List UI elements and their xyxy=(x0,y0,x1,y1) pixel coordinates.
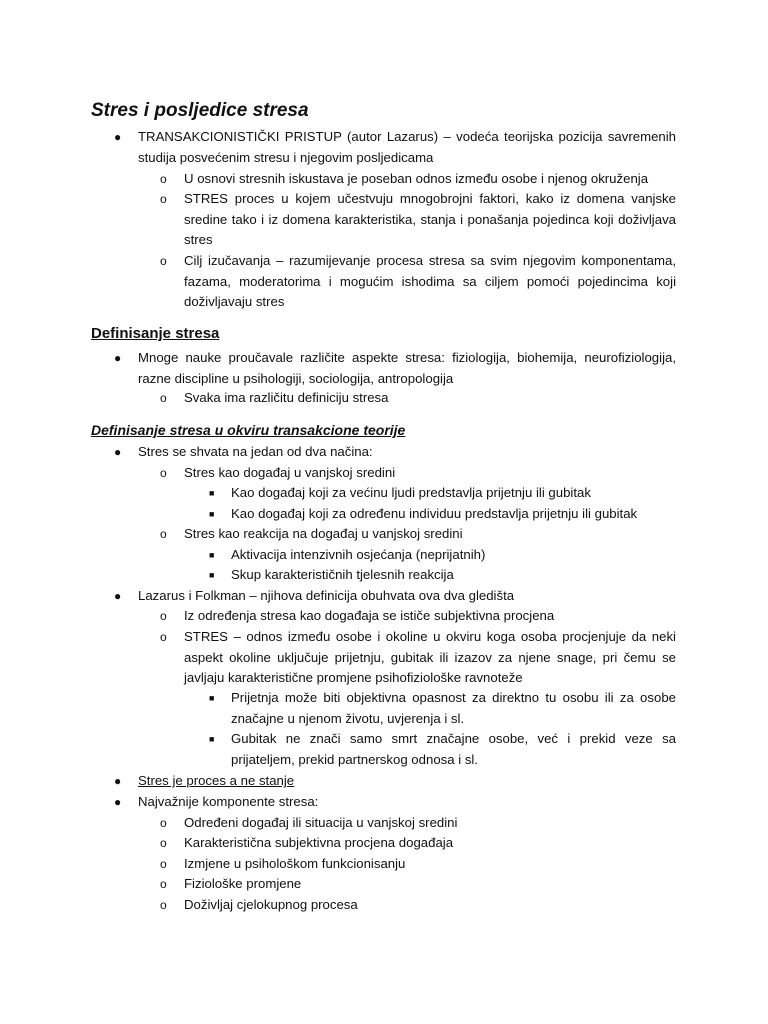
list-item: o Stres kao reakcija na događaj u vanjskoj sredini xyxy=(184,524,676,545)
bullet-circle-icon: o xyxy=(160,609,167,623)
list-item: ● Lazarus i Folkman – njihova definicija obuhvata ova dva gledišta xyxy=(138,586,676,607)
list-item: o Određeni događaj ili situacija u vanjskoj sredini xyxy=(184,813,676,834)
list-item: ● Najvažnije komponente stresa: xyxy=(138,792,676,813)
bullet-circle-icon: o xyxy=(160,898,167,912)
bullet-dot-icon: ● xyxy=(114,445,122,459)
list-item: o U osnovi stresnih iskustava je poseban odnos između osobe i njenog okruženja xyxy=(184,169,676,190)
list-item: ■ Kao događaj koji za određenu individuu predstavlja prijetnju ili gubitak xyxy=(231,504,676,525)
list-item: ■ Kao događaj koji za većinu ljudi predstavlja prijetnju ili gubitak xyxy=(231,483,676,504)
list-item: ■ Gubitak ne znači samo smrt značajne osobe, već i prekid veze sa prijateljem, prekid partnerskog odnosa i sl. xyxy=(209,731,676,767)
bullet-circle-icon: o xyxy=(160,836,167,850)
list-item: o STRES proces u kojem učestvuju mnogobrojni faktori, kako iz domena vanjske sredine tako i iz domena karakteristika, stanja i ponašanja pojedinca koji doživljava stres xyxy=(160,191,676,247)
list-item: o Izmjene u psihološkom funkcionisanju xyxy=(184,854,676,875)
list-item: o Doživljaj cjelokupnog procesa xyxy=(184,895,676,916)
bullet-dot-icon: ● xyxy=(114,589,122,603)
bullet-square-icon: ■ xyxy=(209,693,215,703)
bullet-dot-icon: ● xyxy=(114,795,122,809)
bullet-circle-icon: o xyxy=(160,630,167,644)
subsection-heading: Definisanje stresa u okviru transakcione teorije xyxy=(91,422,406,438)
document-title: Stres i posljedice stresa xyxy=(91,100,309,121)
list-item: ● TRANSAKCIONISTIČKI PRISTUP (autor Lazarus) – vodeća teorijska pozicija savremenih studija posvećenim stresu i njegovim posljedicama xyxy=(114,129,676,165)
bullet-circle-icon: o xyxy=(160,816,167,830)
list-item: ■ Skup karakterističnih tjelesnih reakcija xyxy=(231,565,676,586)
list-item: ● Stres je proces a ne stanje xyxy=(138,771,676,792)
bullet-circle-icon: o xyxy=(160,254,167,268)
bullet-circle-icon: o xyxy=(160,857,167,871)
list-item: ● Mnoge nauke proučavale različite aspekte stresa: fiziologija, biohemija, neurofiziologija, razne discipline u psihologiji, sociologija, antropologija xyxy=(114,350,676,386)
list-item: o STRES – odnos između osobe i okoline u okviru koga osoba procjenjuje da neki aspekt okoline uključuje prijetnju, gubitak ili izazov za njene snage, pri čemu se javljaju karakteristične promjene psihofiziološke ravnoteže xyxy=(160,629,676,685)
bullet-circle-icon: o xyxy=(160,192,167,206)
bullet-square-icon: ■ xyxy=(209,734,215,744)
list-item: o Svaka ima različitu definiciju stresa xyxy=(184,388,676,409)
bullet-square-icon: ■ xyxy=(209,488,215,498)
list-item: o Karakteristična subjektivna procjena događaja xyxy=(184,833,676,854)
list-item: ■ Aktivacija intenzivnih osjećanja (neprijatnih) xyxy=(231,545,676,566)
list-item: o Stres kao događaj u vanjskoj sredini xyxy=(184,463,676,484)
bullet-circle-icon: o xyxy=(160,172,167,186)
list-item: o Iz određenja stresa kao događaja se ističe subjektivna procjena xyxy=(184,606,676,627)
bullet-square-icon: ■ xyxy=(209,570,215,580)
list-item: ■ Prijetnja može biti objektivna opasnost za direktno tu osobu ili za osobe značajne u njenom životu, uvjerenja i sl. xyxy=(209,690,676,726)
bullet-dot-icon: ● xyxy=(114,351,122,365)
section-heading: Definisanje stresa xyxy=(91,325,220,342)
bullet-dot-icon: ● xyxy=(114,774,122,788)
list-item: o Cilj izučavanja – razumijevanje procesa stresa sa svim njegovim komponentama, fazama, moderatorima i mogućim ishodima sa ciljem pomoći pojedincima koji doživljavaju stres xyxy=(160,253,676,309)
bullet-square-icon: ■ xyxy=(209,509,215,519)
bullet-circle-icon: o xyxy=(160,391,167,405)
bullet-circle-icon: o xyxy=(160,466,167,480)
bullet-dot-icon: ● xyxy=(114,130,122,144)
bullet-square-icon: ■ xyxy=(209,550,215,560)
bullet-circle-icon: o xyxy=(160,527,167,541)
list-item: o Fiziološke promjene xyxy=(184,874,676,895)
bullet-circle-icon: o xyxy=(160,877,167,891)
list-item: ● Stres se shvata na jedan od dva načina: xyxy=(138,442,676,463)
